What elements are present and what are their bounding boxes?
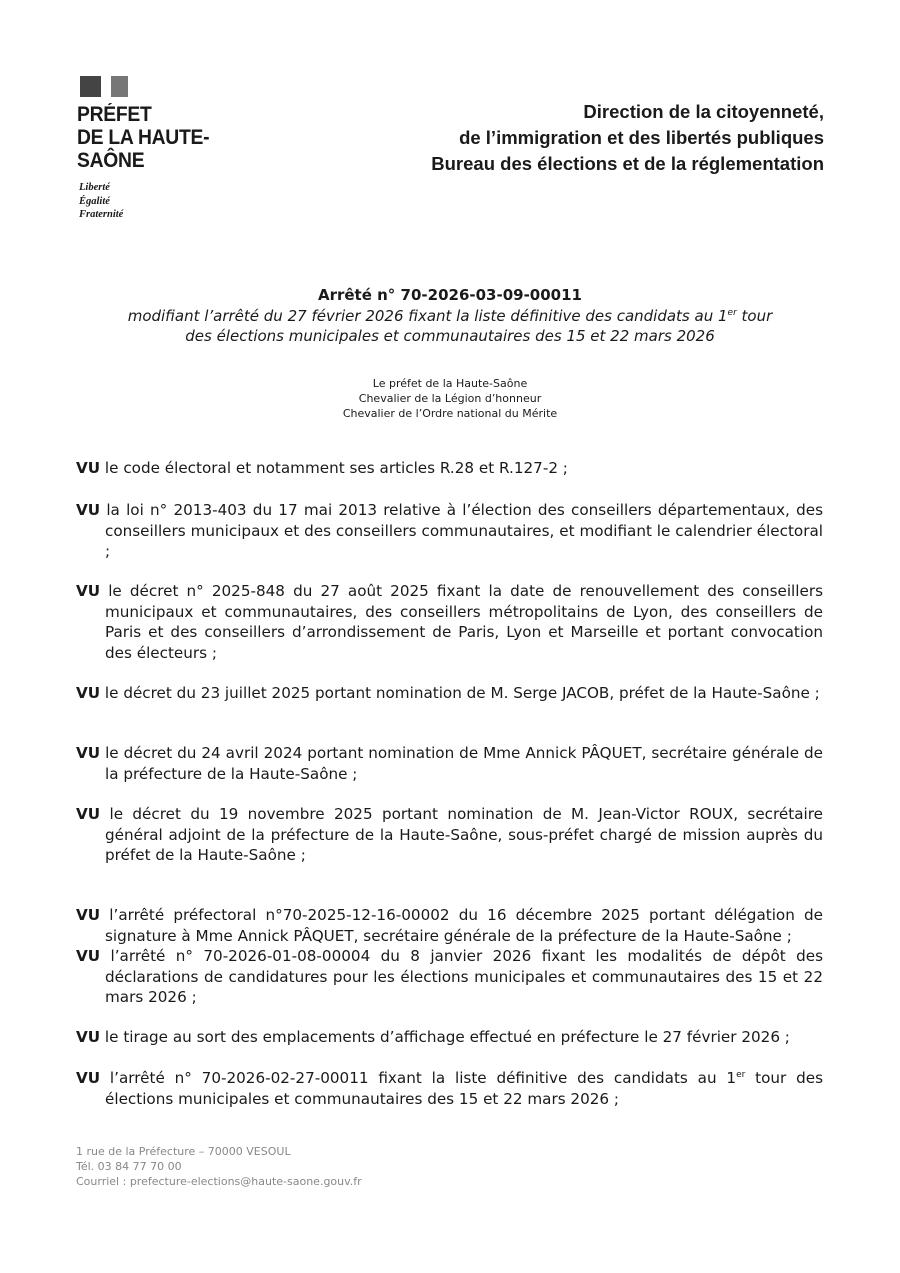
footer-email: Courriel : prefecture-elections@haute-saone.gouv.fr	[76, 1175, 362, 1188]
superscript: er	[727, 308, 737, 318]
prefecture-name	[77, 103, 209, 172]
prefet-line: Le préfet de la Haute-Saône	[372, 377, 528, 390]
visa	[76, 905, 823, 946]
prefet-line: Chevalier de la Légion d’honneur	[358, 392, 542, 405]
visa	[76, 743, 823, 784]
visa-text: le décret n° 2025-848 du 27 août 2025 fixant la date de renouvellement des conseillers municipaux et communautaires, des conseillers métropolitains de Lyon, des conseillers de Paris et des conseillers d’arrondissement de Paris, Lyon et Marseille et portant convocation des électeurs ;	[105, 582, 823, 662]
direction-line: de l’immigration et des libertés publiques	[459, 127, 824, 148]
visa-text: la loi n° 2013-403 du 17 mai 2013 relative à l’élection des conseillers départementaux, des conseillers municipaux et des conseillers communautaires, et modifiant le calendrier électoral ;	[105, 501, 823, 560]
republic-motto	[79, 181, 123, 222]
visa	[76, 500, 823, 562]
motto-line: Liberté	[79, 182, 110, 193]
prefecture-line: DE LA HAUTE-	[77, 126, 210, 149]
visa-text: le décret du 19 novembre 2025 portant nomination de M. Jean-Victor ROUX, secrétaire général adjoint de la préfecture de la Haute-Saône, sous-préfet chargé de mission auprès du préfet de la Haute-Saône ;	[105, 805, 823, 864]
footer-address: 1 rue de la Préfecture – 70000 VESOUL	[76, 1145, 291, 1158]
superscript: er	[736, 1069, 746, 1080]
visa-text: le tirage au sort des emplacements d’affichage effectué en préfecture le 27 février 2026 ;	[104, 1028, 790, 1046]
vu-label: VU	[76, 684, 101, 702]
prefet-line: Chevalier de l’Ordre national du Mérite	[342, 407, 558, 420]
visa-text: l’arrêté n° 70-2026-02-27-00011 fixant la liste définitive des candidats au 1	[109, 1069, 737, 1087]
bureau-line: Bureau des élections et de la réglementation	[431, 153, 824, 174]
visa	[76, 946, 823, 1008]
visa	[76, 1068, 823, 1109]
direction-header	[431, 99, 824, 177]
marianne-logo	[80, 76, 128, 97]
vu-label: VU	[76, 744, 101, 762]
subtitle-text: modifiant l’arrêté du 27 février 2026 fixant la liste définitive des candidats au 1	[127, 307, 728, 325]
visa-text: l’arrêté préfectoral n°70-2025-12-16-00002 du 16 décembre 2025 portant délégation de signature à Mme Annick PÂQUET, secrétaire générale de la préfecture de la Haute-Saône ;	[105, 906, 823, 945]
footer-contact	[76, 1144, 362, 1189]
vu-label: VU	[76, 906, 101, 924]
visa	[76, 581, 823, 663]
subtitle-line: des élections municipales et communautaires des 15 et 22 mars 2026	[185, 327, 715, 345]
visa	[76, 804, 823, 866]
motto-line: Fraternité	[79, 209, 124, 220]
footer-phone: Tél. 03 84 77 70 00	[76, 1160, 182, 1173]
visa-text: l’arrêté n° 70-2026-01-08-00004 du 8 janvier 2026 fixant les modalités de dépôt des déclarations de candidatures pour les élections municipales et communautaires des 15 et 22 mars 2026 ;	[105, 947, 823, 1006]
vu-label: VU	[76, 501, 101, 519]
vu-label: VU	[76, 1069, 101, 1087]
visa	[76, 1027, 823, 1048]
vu-label: VU	[76, 582, 101, 600]
subtitle-text: tour	[736, 307, 773, 325]
visa-text: le décret du 24 avril 2024 portant nomination de Mme Annick PÂQUET, secrétaire générale de la préfecture de la Haute-Saône ;	[105, 744, 823, 783]
visa-text: le code électoral et notamment ses articles R.28 et R.127-2 ;	[104, 459, 568, 477]
visa	[76, 458, 823, 479]
direction-line: Direction de la citoyenneté,	[583, 101, 824, 122]
visa-text: le décret du 23 juillet 2025 portant nomination de M. Serge JACOB, préfet de la Haute-Saône ;	[104, 684, 820, 702]
arrete-title: Arrêté n° 70-2026-03-09-00011	[317, 286, 582, 304]
arrete-subtitle	[100, 306, 800, 346]
prefecture-line: PRÉFET	[77, 103, 152, 126]
motto-line: Égalité	[79, 195, 110, 207]
visa	[76, 683, 823, 704]
visa-text: tour des élections municipales et communautaires des 15 et 22 mars 2026 ;	[105, 1069, 824, 1108]
vu-label: VU	[76, 1028, 101, 1046]
prefet-titles	[0, 376, 900, 421]
vu-label: VU	[76, 805, 101, 823]
prefecture-line: SAÔNE	[77, 149, 145, 172]
vu-label: VU	[76, 947, 101, 965]
vu-label: VU	[76, 459, 101, 477]
